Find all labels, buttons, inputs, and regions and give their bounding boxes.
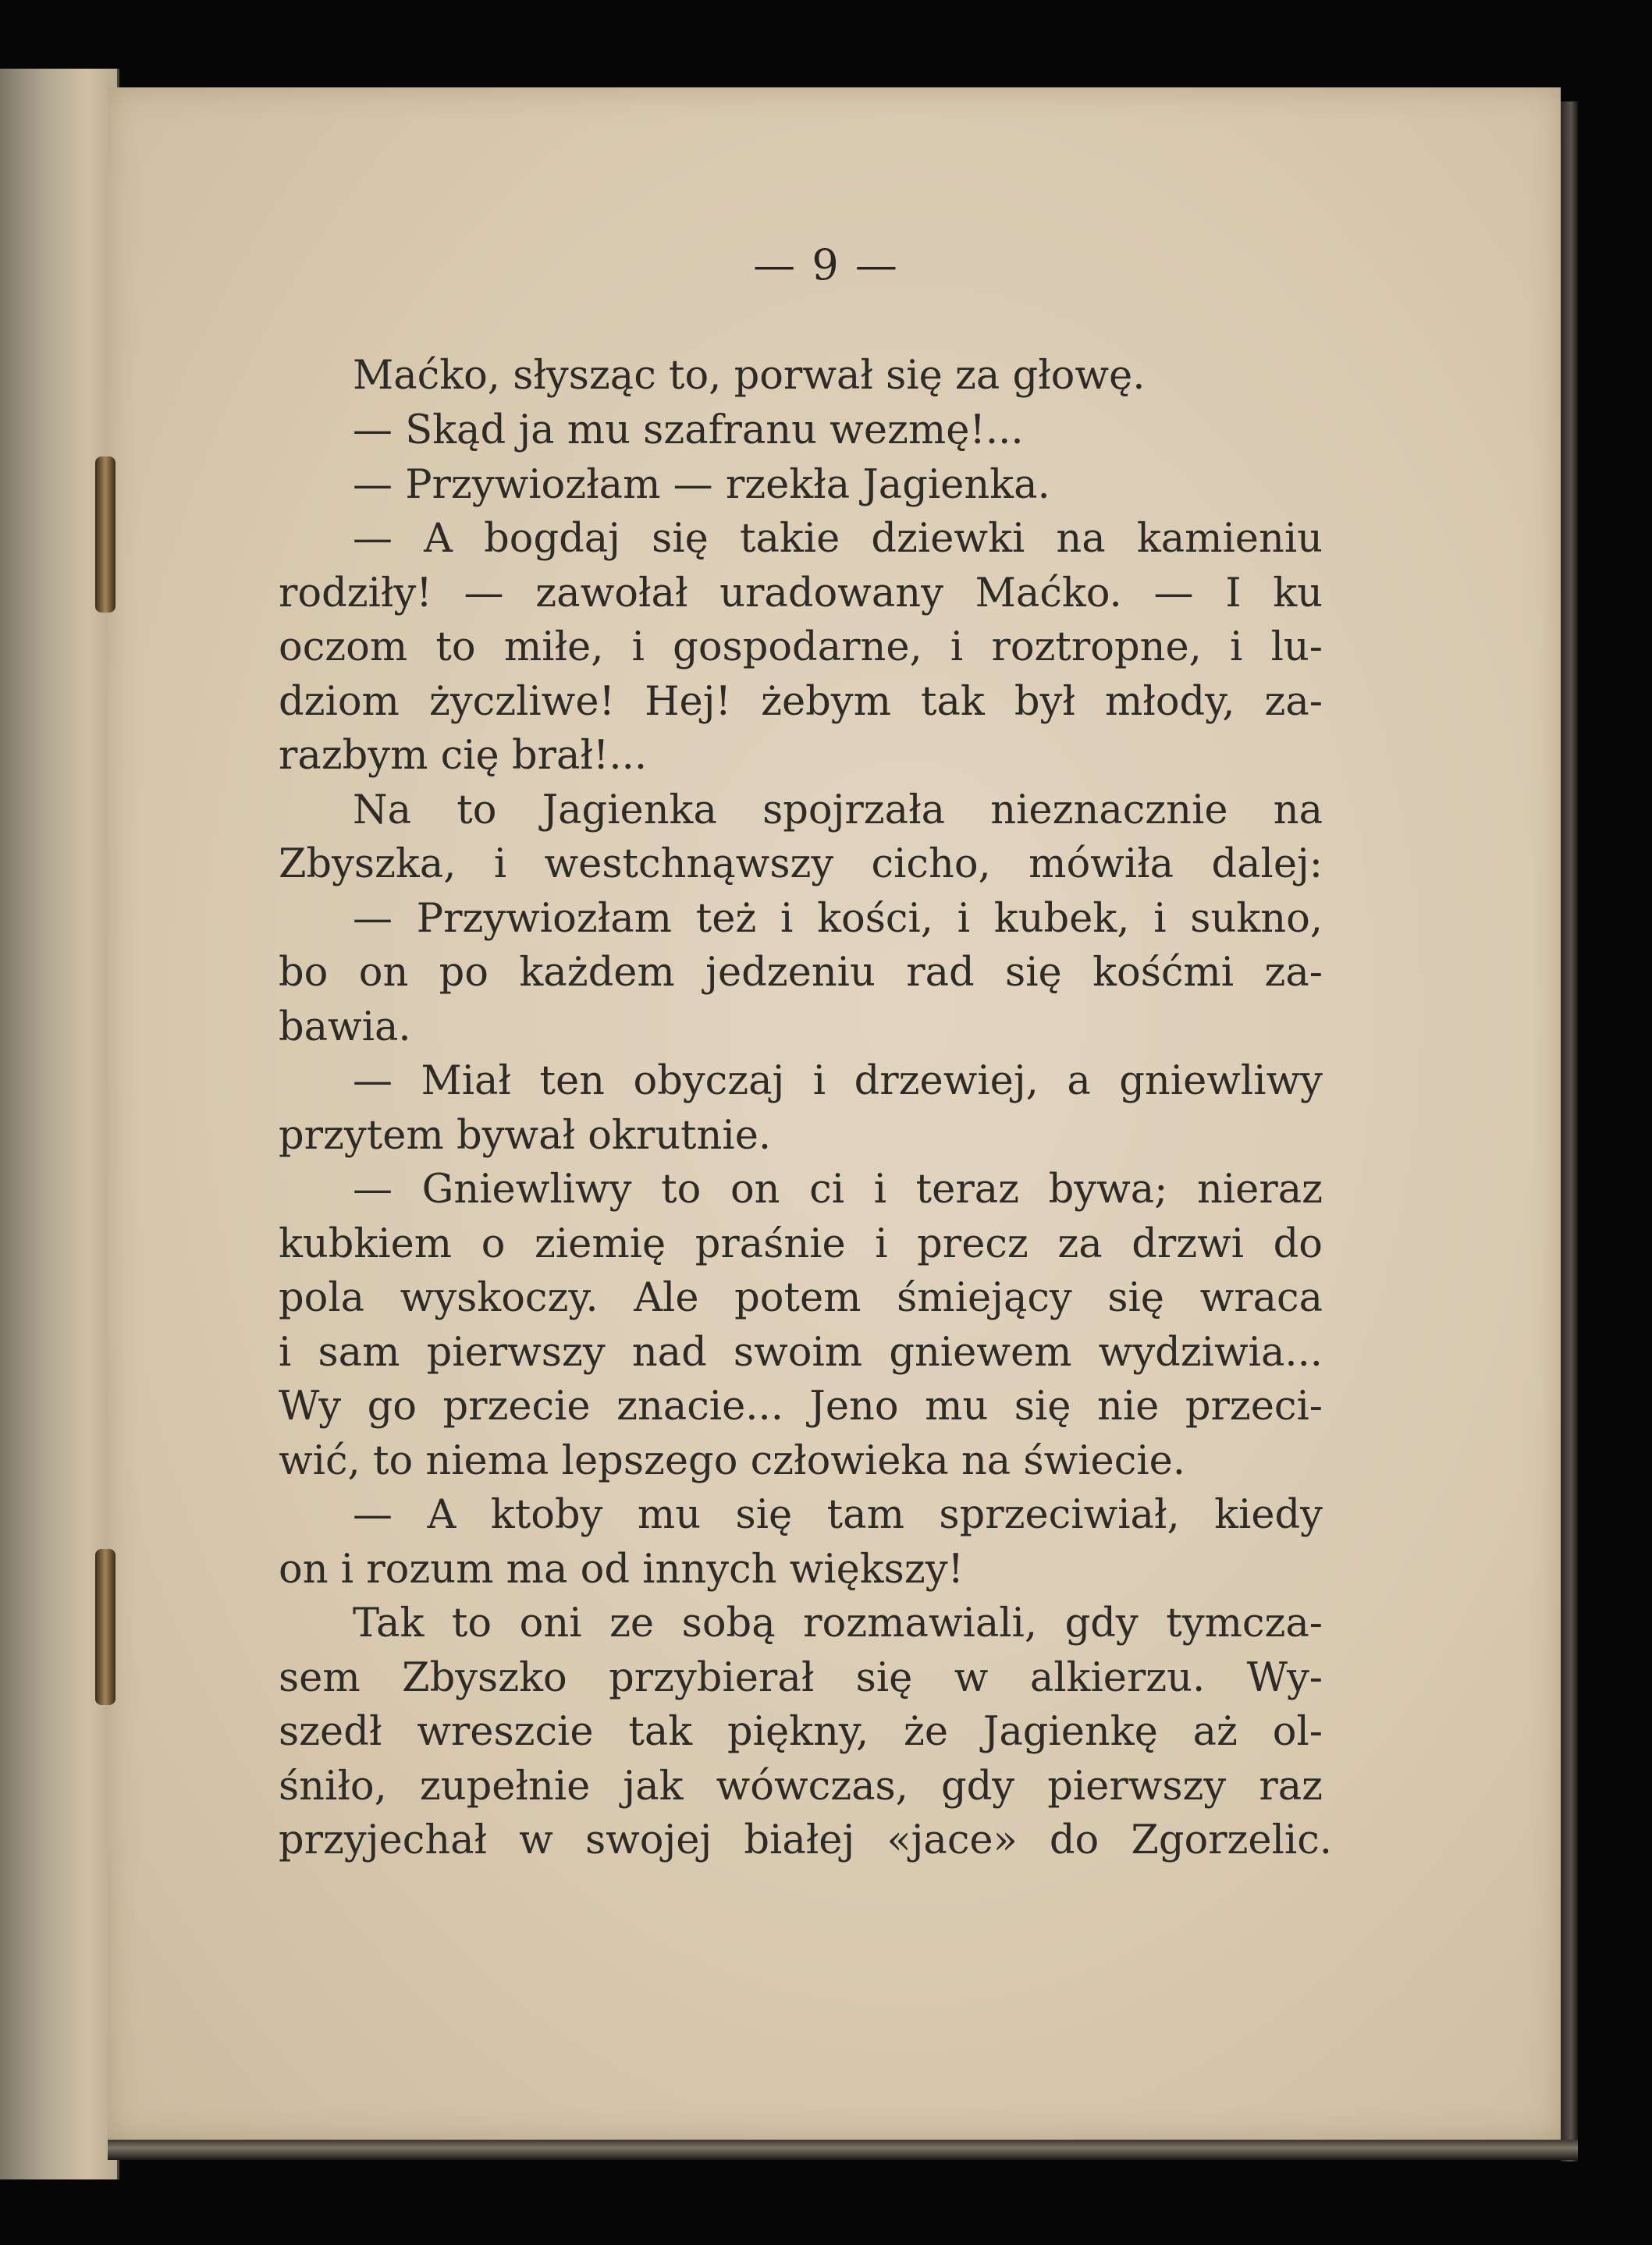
text-line: — Przywiozłam też i kości, i kubek, i sukno, <box>353 896 1323 942</box>
text-line: dziom życzliwe! Hej! żebym tak był młody, za- <box>279 679 1323 725</box>
text-line: Na to Jagienka spojrzała nieznacznie na <box>353 787 1323 833</box>
text-line: kubkiem o ziemię praśnie i precz za drzwi do <box>279 1221 1323 1267</box>
facing-page-edge <box>0 69 119 2179</box>
text-line: przyjechał w swojej białej «jace» do Zgorzelic. <box>279 1817 1332 1863</box>
text-line: pola wyskoczy. Ale potem śmiejący się wraca <box>279 1275 1323 1321</box>
text-line: sem Zbyszko przybierał się w alkierzu. Wy- <box>279 1655 1323 1701</box>
text-line: — Przywiozłam — rzekła Jagienka. <box>353 462 1050 508</box>
page-number: — 9 — <box>753 240 899 290</box>
text-line: Maćko, słysząc to, porwał się za głowę. <box>353 353 1146 399</box>
text-line: i sam pierwszy nad swoim gniewem wydziwia... <box>279 1330 1323 1376</box>
text-line: przytem bywał okrutnie. <box>279 1113 772 1159</box>
text-line: razbym cię brał!... <box>279 733 648 779</box>
text-line: — A ktoby mu się tam sprzeciwiał, kiedy <box>353 1492 1323 1538</box>
text-line: Wy go przecie znacie... Jeno mu się nie przeci- <box>279 1384 1323 1430</box>
text-line: — Miał ten obyczaj i drzewiej, a gniewliwy <box>353 1058 1323 1104</box>
text-line: szedł wreszcie tak piękny, że Jagienkę aż ol- <box>279 1709 1323 1755</box>
text-line: śniło, zupełnie jak wówczas, gdy pierwszy raz <box>279 1764 1323 1810</box>
text-line: bo on po każdem jedzeniu rad się kośćmi za- <box>279 950 1323 996</box>
text-line: on i rozum ma od innych większy! <box>279 1547 965 1593</box>
page-right-edge <box>1561 101 1578 2162</box>
text-line: — Skąd ja mu szafranu wezmę!... <box>353 407 1024 453</box>
text-line: — A bogdaj się takie dziewki na kamieniu <box>353 516 1323 562</box>
text-line: Zbyszka, i westchnąwszy cicho, mówiła dalej: <box>279 841 1323 887</box>
binding-staple-top <box>95 456 115 613</box>
text-line: Tak to oni ze sobą rozmawiali, gdy tymcza- <box>353 1600 1323 1646</box>
text-line: — Gniewliwy to on ci i teraz bywa; nieraz <box>353 1167 1323 1213</box>
text-line: rodziły! — zawołał uradowany Maćko. — I ku <box>279 570 1323 616</box>
text-line: oczom to miłe, i gospodarne, i roztropne, i lu- <box>279 624 1323 670</box>
binding-staple-bottom <box>95 1549 115 1705</box>
page-bottom-edge <box>108 2140 1578 2160</box>
text-line: bawia. <box>279 1004 411 1050</box>
text-line: wić, to niema lepszego człowieka na świecie. <box>279 1438 1185 1484</box>
